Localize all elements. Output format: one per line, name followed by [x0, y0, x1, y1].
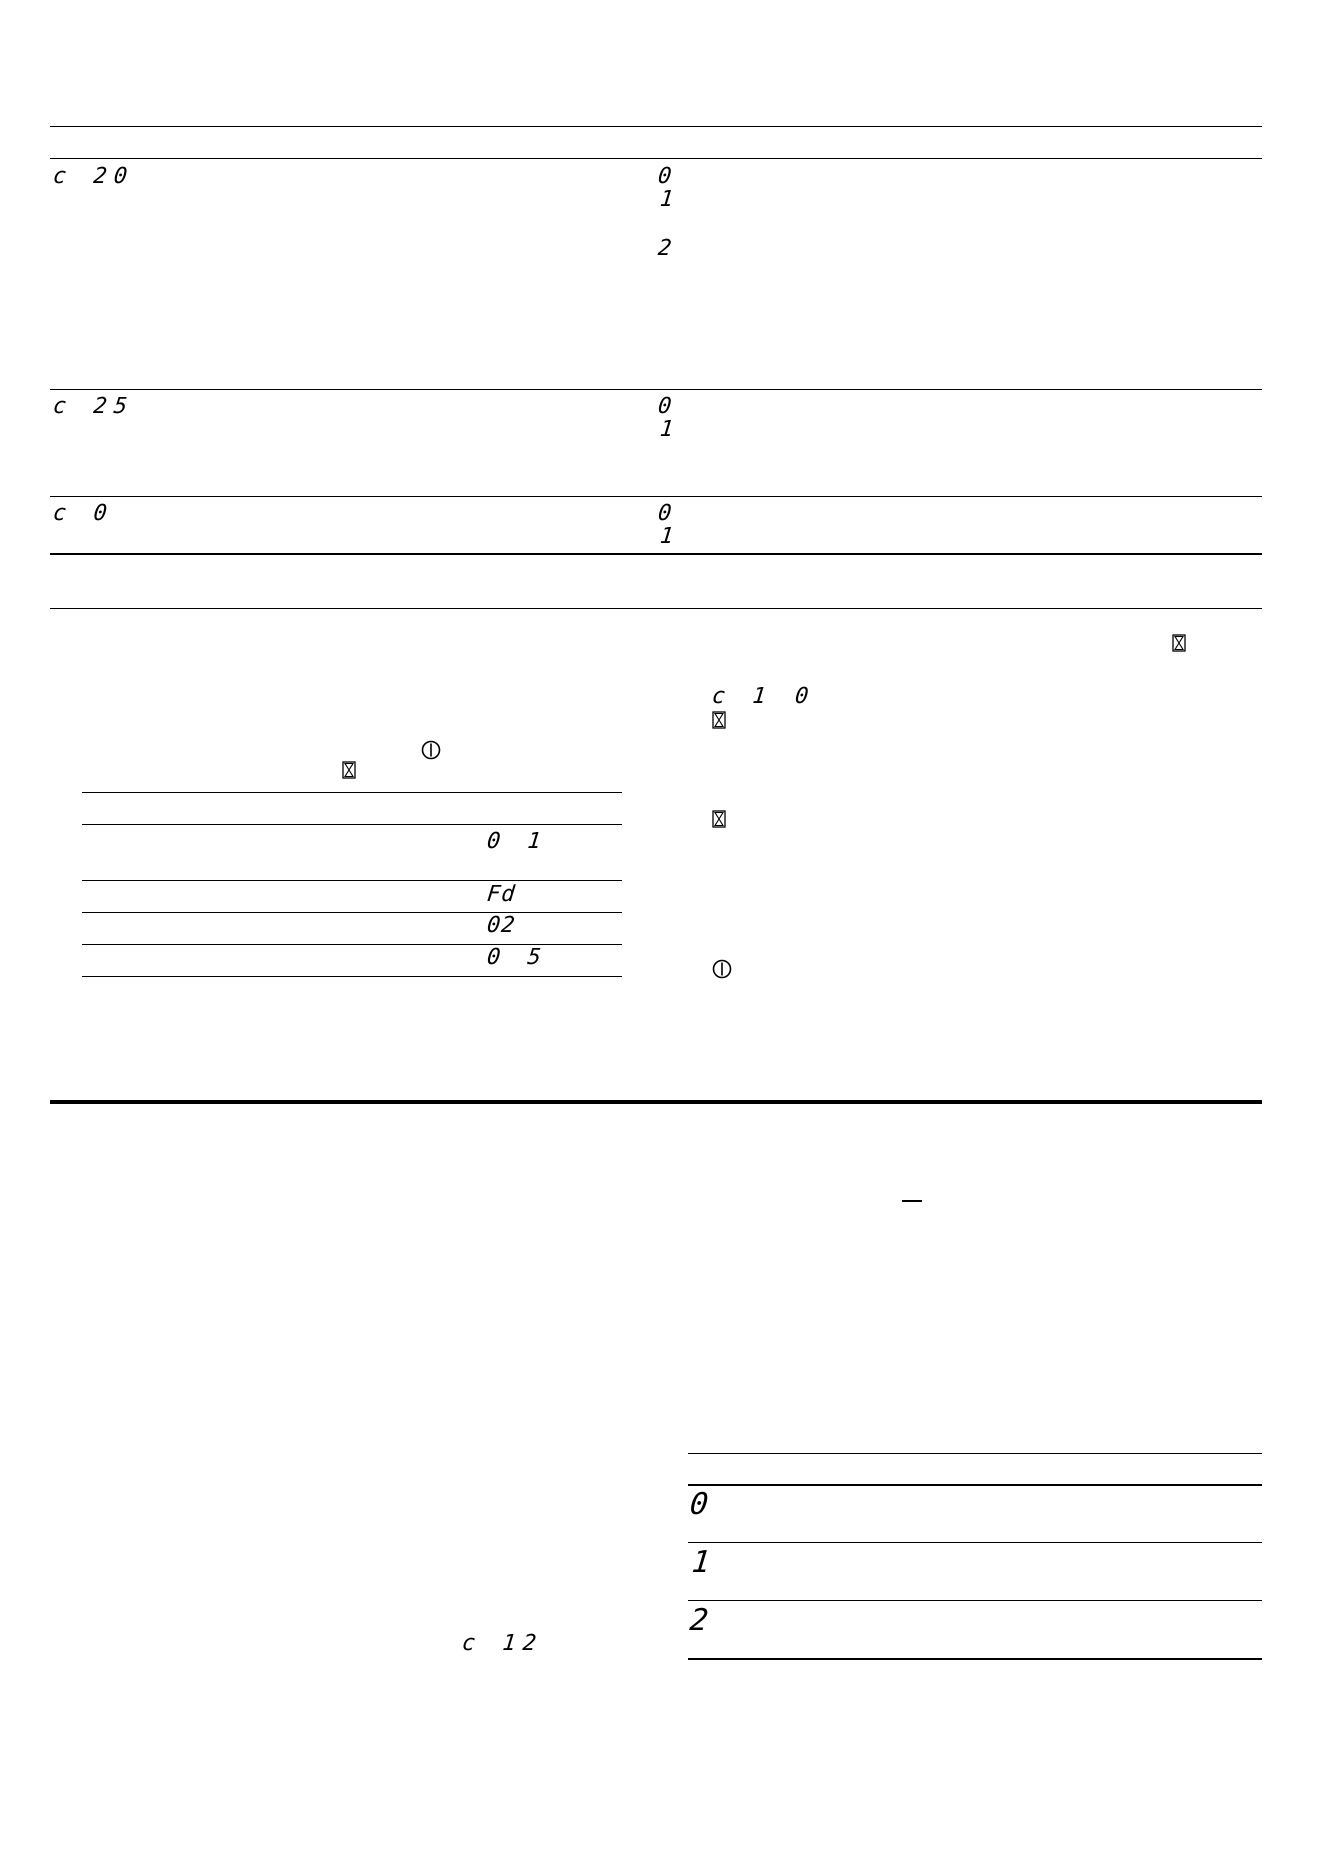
table-bottom-rule: [82, 976, 622, 977]
row-divider: [50, 496, 1262, 497]
row-divider: [82, 880, 622, 881]
setting-value: 0: [656, 394, 674, 419]
row-divider: [82, 912, 622, 913]
setting-code: c 25: [51, 394, 136, 419]
table-top-rule: [82, 792, 622, 793]
table-bottom-rule: [688, 1658, 1262, 1660]
hourglass-icon: [1172, 634, 1186, 652]
row-divider: [50, 389, 1262, 390]
setting-value: 1: [658, 524, 676, 549]
hourglass-icon: [342, 761, 356, 779]
display-code: 02: [485, 913, 517, 938]
setting-code: c 20: [51, 164, 136, 189]
setting-value: 1: [658, 417, 676, 442]
hourglass-icon: [712, 810, 726, 828]
table-header-rule: [50, 158, 1262, 159]
option-code: 1: [690, 1545, 713, 1580]
table-bottom-rule: [50, 553, 1262, 555]
table-header-rule: [82, 824, 622, 825]
setting-code: c 12: [460, 1631, 545, 1656]
table-header-rule: [688, 1484, 1262, 1486]
setting-value: 0: [793, 684, 811, 709]
setting-value: 0: [656, 164, 674, 189]
option-code: 0: [688, 1487, 711, 1522]
setting-code: c 1: [710, 684, 775, 709]
option-code: 2: [688, 1603, 711, 1638]
table-top-rule: [688, 1453, 1262, 1454]
dash-symbol: [902, 1200, 922, 1202]
setting-value: 1: [658, 187, 676, 212]
power-icon: [711, 958, 733, 980]
display-code: Fd: [485, 882, 517, 907]
row-divider: [688, 1542, 1262, 1543]
setting-value: 0: [656, 501, 674, 526]
power-icon: [420, 739, 442, 761]
hourglass-icon: [712, 711, 726, 729]
display-code: 0 5: [485, 945, 550, 970]
display-code: 0 1: [485, 829, 550, 854]
table-top-rule: [50, 126, 1262, 127]
section-rule: [50, 608, 1262, 609]
setting-code: c 0: [51, 501, 116, 526]
section-divider: [50, 1100, 1262, 1104]
row-divider: [688, 1600, 1262, 1601]
setting-value: 2: [656, 236, 674, 261]
